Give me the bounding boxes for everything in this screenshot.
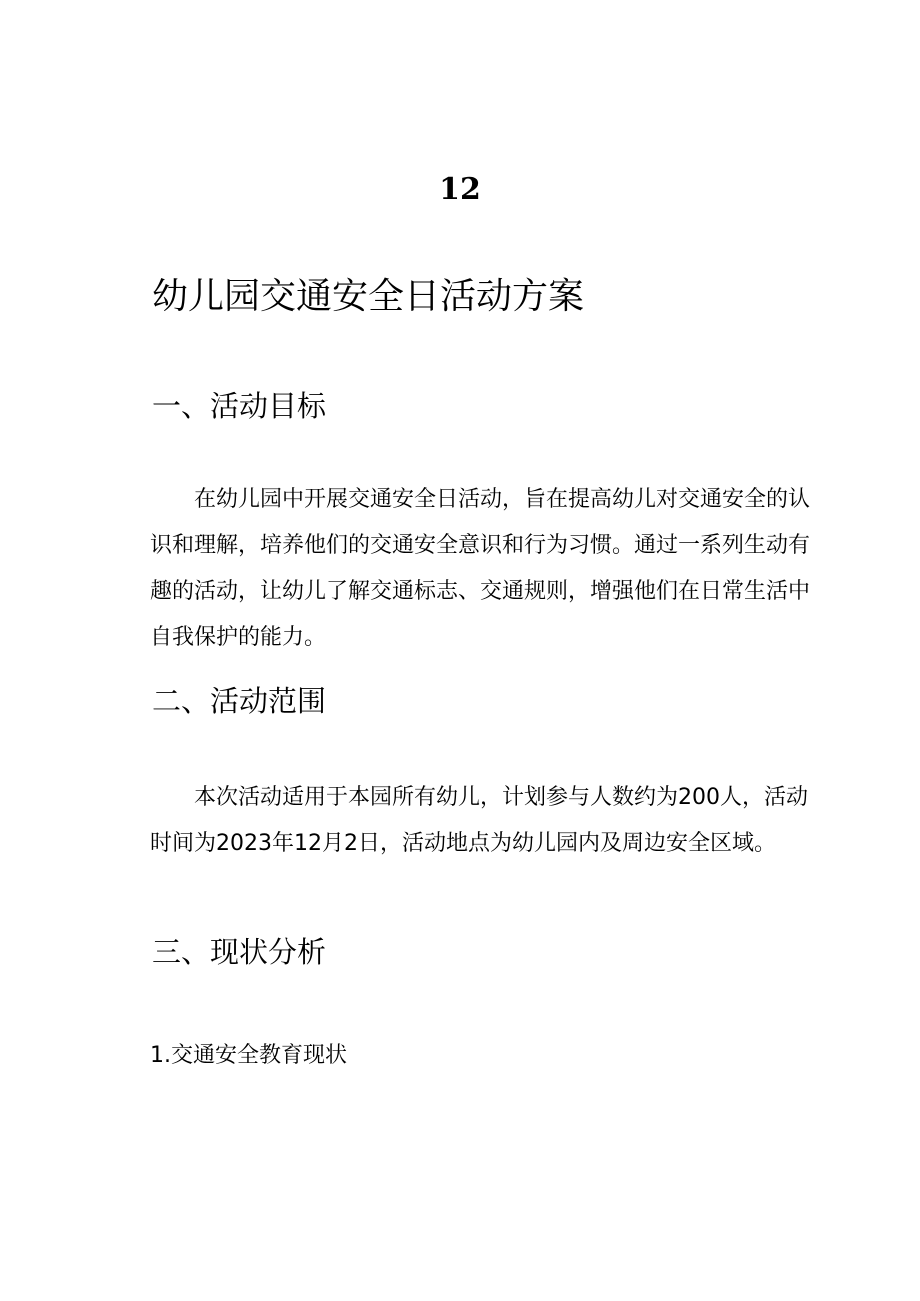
- section-heading-analysis: 三、现状分析: [152, 935, 327, 969]
- section-paragraph-scope: 本次活动适用于本园所有幼儿，计划参与人数约为200人，活动时间为2023年12月2日，活动地点为幼儿园内及周边安全区域。: [150, 785, 808, 856]
- page-number: 12: [439, 172, 481, 207]
- section-paragraph-goals: 在幼儿园中开展交通安全日活动，旨在提高幼儿对交通安全的认识和理解，培养他们的交通安全意识和行为习惯。通过一系列生动有趣的活动，让幼儿了解交通标志、交通规则，增强他们在日常生活中自我保护的能力。: [150, 487, 811, 650]
- subitem-education-status: 1.交通安全教育现状: [150, 1043, 347, 1068]
- section-heading-scope: 二、活动范围: [152, 684, 327, 718]
- document-title: 幼儿园交通安全日活动方案: [152, 276, 585, 317]
- section-heading-goals: 一、活动目标: [152, 389, 327, 423]
